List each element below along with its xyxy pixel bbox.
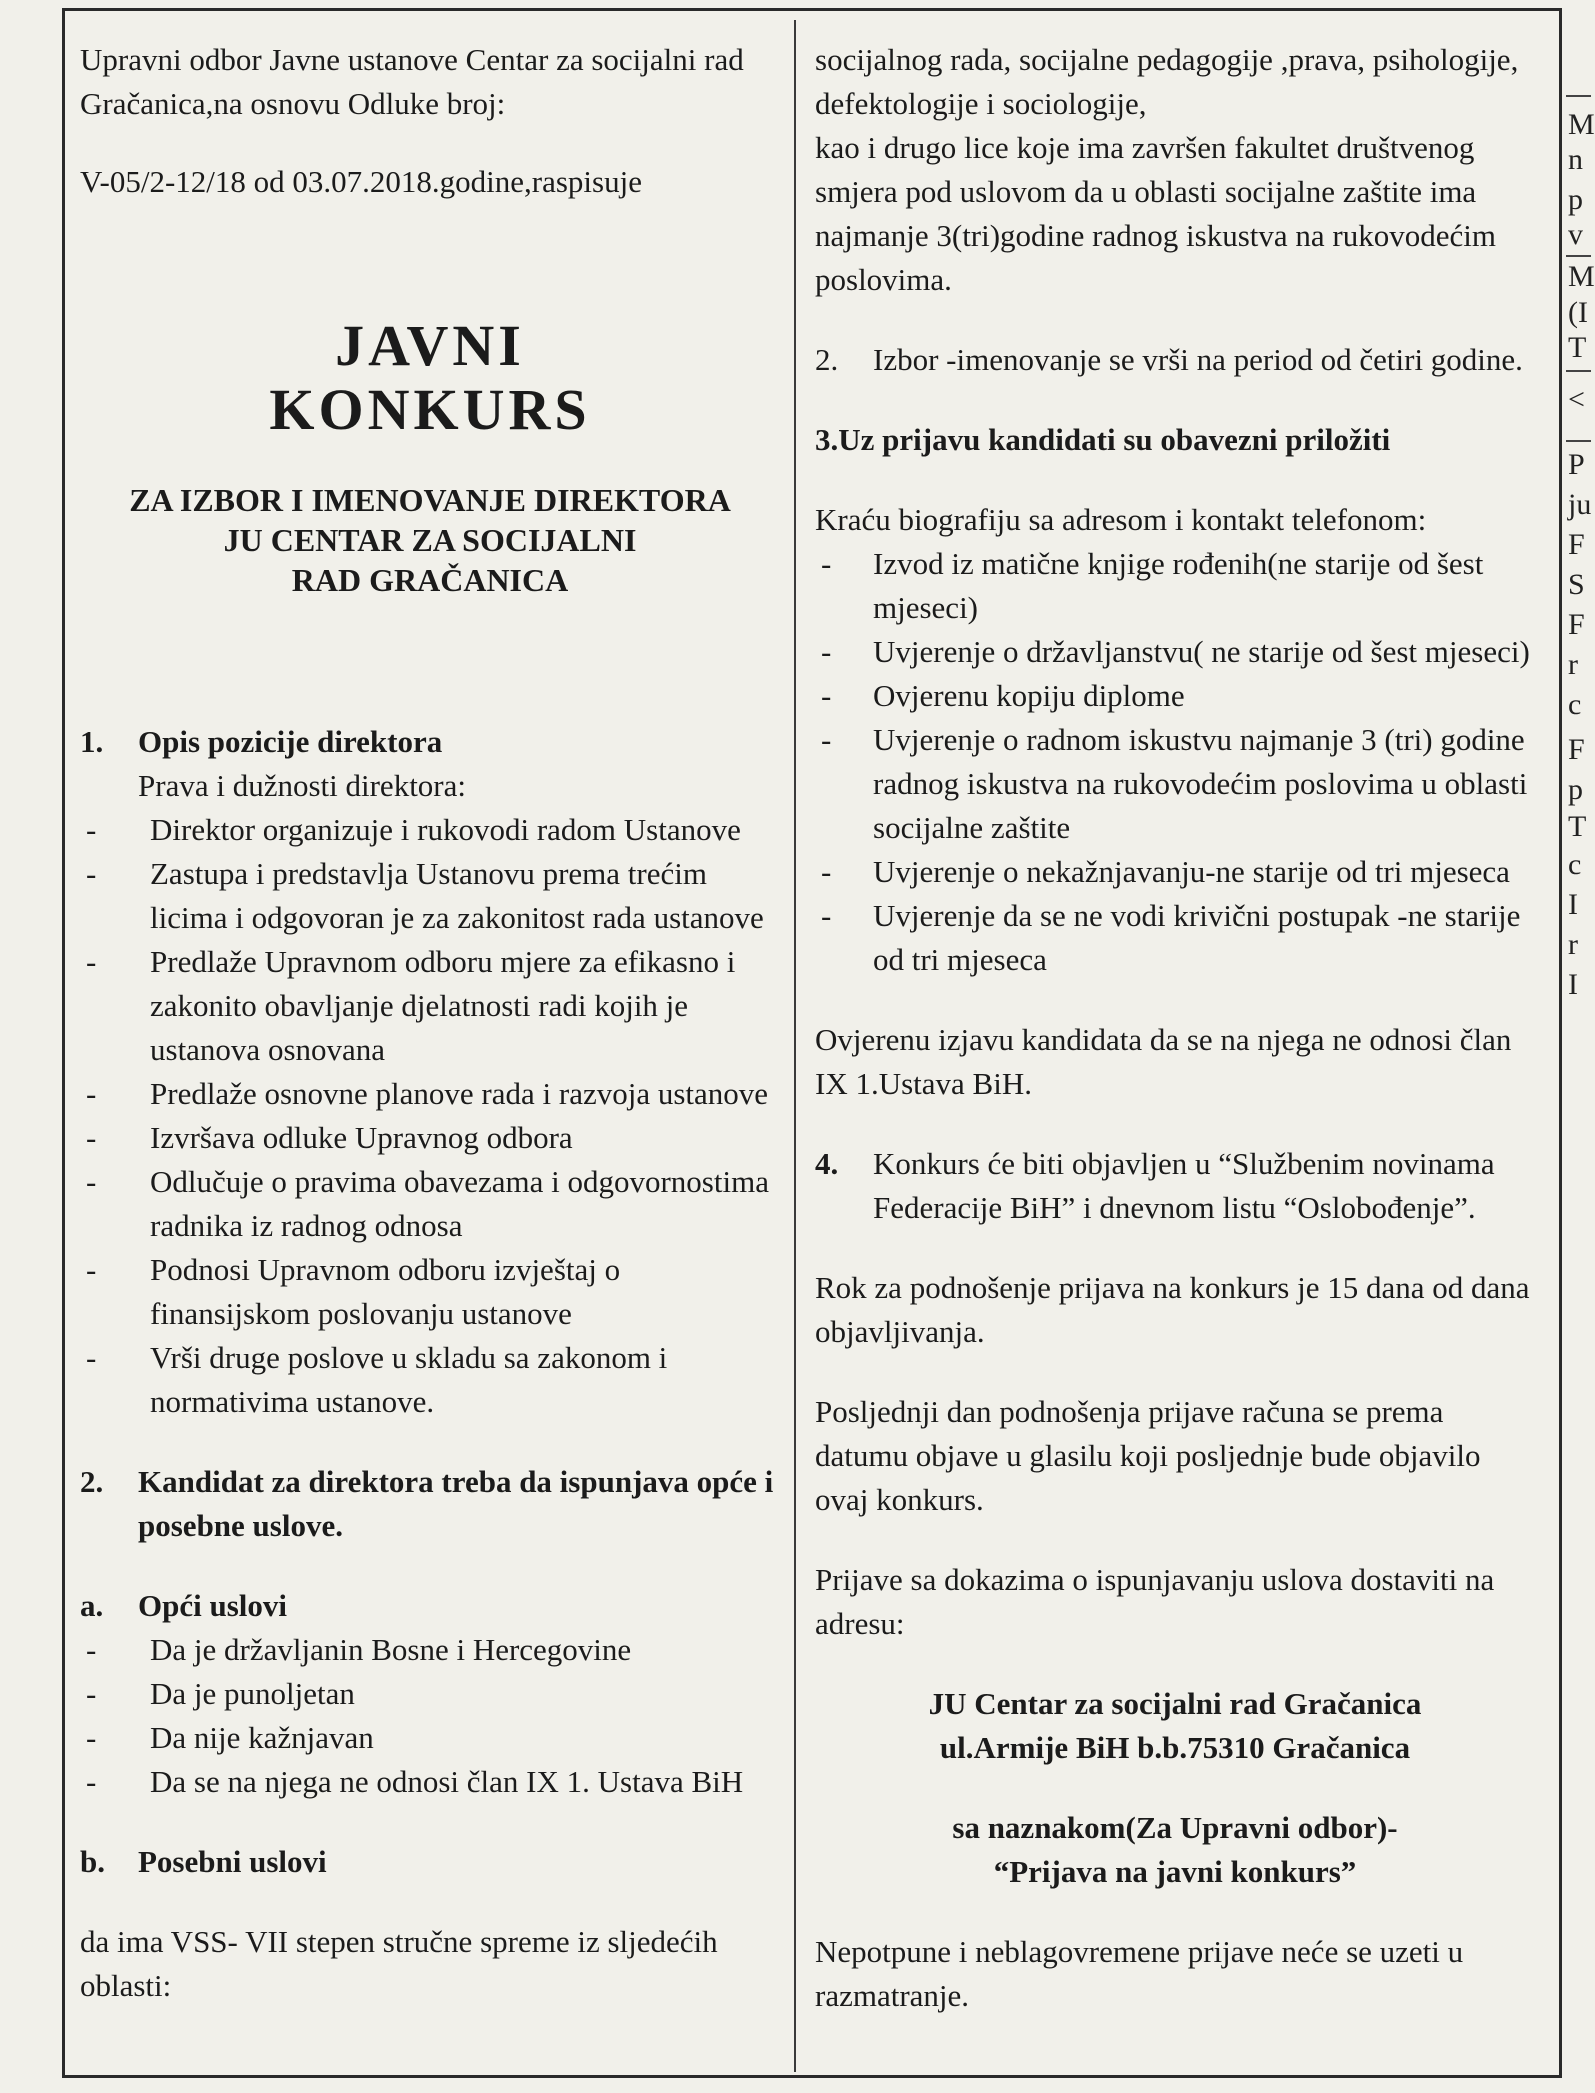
documents-intro: Kraću biografiju sa adresom i kontakt telefonom:	[815, 502, 1427, 537]
statement-requirement: Ovjerenu izjavu kandidata da se na njega ne odnosi član IX 1.Ustava BiH.	[815, 1022, 1512, 1101]
list-item: - Vrši druge poslove u skladu sa zakonom i normativima ustanove.	[80, 1336, 780, 1424]
edge-letter: c	[1568, 688, 1582, 721]
edge-rule	[1566, 440, 1591, 442]
edge-letter: T	[1568, 810, 1587, 843]
section-b-heading	[80, 1840, 780, 1884]
list-item: - Uvjerenje o nekažnjavanju-ne starije od tri mjeseca	[815, 850, 1535, 894]
edge-letter: I	[1568, 968, 1578, 1001]
edge-letter: p	[1568, 183, 1583, 216]
special-conditions-intro: da ima VSS- VII stepen stručne spreme iz sljedećih oblasti:	[80, 1924, 718, 2003]
section-b-letter: b.	[80, 1844, 105, 1879]
last-day-text: Posljednji dan podnošenja prijave računa se prema datumu objave u glasilu koji posljednje bude objavilo ovaj konkurs.	[815, 1394, 1481, 1517]
section-1-subtitle: Prava i dužnosti direktora:	[138, 768, 466, 803]
edge-letter: S	[1568, 568, 1585, 601]
list-item: - Izvod iz matične knjige rođenih(ne starije od šest mjeseci)	[815, 542, 1535, 630]
general-conditions-list	[80, 1628, 780, 1804]
list-item: - Da je državljanin Bosne i Hercegovine	[80, 1628, 780, 1672]
edge-letter: c	[1568, 848, 1582, 881]
edge-letter: p	[1568, 773, 1583, 806]
edge-letter: <	[1568, 383, 1585, 416]
edge-rule	[1566, 95, 1591, 97]
list-item: - Podnosi Upravnom odboru izvještaj o finansijskom poslovanju ustanove	[80, 1248, 780, 1336]
section-a-letter: a.	[80, 1588, 104, 1623]
edge-letter: ju	[1568, 488, 1592, 521]
section-2-title: Kandidat za direktora treba da ispunjava opće i posebne uslove.	[138, 1464, 774, 1543]
point-3-title: 3.Uz prijavu kandidati su obavezni priložiti	[815, 422, 1391, 457]
edge-rule	[1566, 255, 1591, 257]
intro-line-2: Gračanica,na osnovu Odluke broj:	[80, 86, 506, 121]
list-item: - Uvjerenje o radnom iskustvu najmanje 3 (tri) godine radnog iskustva na rukovodećim poslovima u oblasti socijalne zaštite	[815, 718, 1535, 850]
edge-letter: r	[1568, 648, 1578, 681]
edge-letter: F	[1568, 608, 1585, 641]
edge-letter: M	[1568, 260, 1595, 293]
subtitle-line-2: JU CENTAR ZA SOCIJALNI	[223, 522, 637, 558]
subtitle-line-1: ZA IZBOR I IMENOVANJE DIREKTORA	[129, 482, 731, 518]
submission-text: Prijave sa dokazima o ispunjavanju uslova dostaviti na adresu:	[815, 1562, 1495, 1641]
point-2-text: Izbor -imenovanje se vrši na period od četiri godine.	[873, 342, 1523, 377]
deadline-text: Rok za podnošenje prijava na konkurs je 15 dana od dana objavljivanja.	[815, 1270, 1530, 1349]
title-line-1: JAVNI	[335, 313, 525, 378]
address-line-1: JU Centar za socijalni rad Gračanica	[928, 1686, 1422, 1721]
section-1-heading	[80, 720, 780, 764]
section-b-title: Posebni uslovi	[138, 1844, 327, 1879]
continued-other: kao i drugo lice koje ima završen fakultet društvenog smjera pod uslovom da u oblasti socijalne zaštite ima najmanje 3(tri)godine radnog iskustva na rukovodećim poslovima.	[815, 130, 1496, 297]
edge-letter: I	[1568, 888, 1578, 921]
column-divider	[794, 20, 796, 2072]
edge-letter: T	[1568, 331, 1587, 364]
intro-line-1: Upravni odbor Javne ustanove Centar za socijalni rad	[80, 42, 744, 77]
list-item: - Da nije kažnjavan	[80, 1716, 780, 1760]
marking-block	[815, 1806, 1535, 1894]
final-note: Nepotpune i neblagovremene prijave neće se uzeti u razmatranje.	[815, 1934, 1464, 2013]
list-item: - Predlaže Upravnom odboru mjere za efikasno i zakonito obavljanje djelatnosti radi kojih je ustanova osnovana	[80, 940, 780, 1072]
right-column	[815, 38, 1535, 2018]
point-4	[815, 1142, 1535, 1230]
adjacent-column-fragment	[1566, 0, 1595, 2093]
list-item: - Odlučuje o pravima obavezama i odgovornostima radnika iz radnog odnosa	[80, 1160, 780, 1248]
edge-letter: M	[1568, 108, 1595, 141]
edge-letter: r	[1568, 928, 1578, 961]
section-1-number: 1.	[80, 724, 104, 759]
list-item: - Uvjerenje da se ne vodi krivični postupak -ne starije od tri mjeseca	[815, 894, 1535, 982]
address-line-2: ul.Armije BiH b.b.75310 Gračanica	[939, 1730, 1411, 1765]
marking-line-2: “Prijava na javni konkurs”	[993, 1854, 1357, 1889]
list-item: - Izvršava odluke Upravnog odbora	[80, 1116, 780, 1160]
documents-list	[815, 542, 1535, 982]
notice-title	[80, 314, 780, 442]
edge-rule	[1566, 370, 1591, 372]
point-4-number: 4.	[815, 1146, 839, 1181]
list-item: - Direktor organizuje i rukovodi radom Ustanove	[80, 808, 780, 852]
list-item: - Da je punoljetan	[80, 1672, 780, 1716]
section-a-title: Opći uslovi	[138, 1588, 288, 1623]
address-block	[815, 1682, 1535, 1770]
list-item: - Predlaže osnovne planove rada i razvoja ustanove	[80, 1072, 780, 1116]
subtitle-line-3: RAD GRAČANICA	[291, 562, 569, 598]
title-line-2: KONKURS	[269, 377, 591, 442]
decision-number: V-05/2-12/18 od 03.07.2018.godine,raspisuje	[80, 164, 642, 199]
continued-fields: socijalnog rada, socijalne pedagogije ,prava, psihologije, defektologije i sociologije,	[815, 42, 1519, 121]
point-2	[815, 338, 1535, 382]
section-a-heading	[80, 1584, 780, 1628]
section-2-heading	[80, 1460, 780, 1548]
section-1-title: Opis pozicije direktora	[138, 724, 443, 759]
list-item: - Ovjerenu kopiju diplome	[815, 674, 1535, 718]
edge-letter: P	[1568, 448, 1585, 481]
edge-letter: F	[1568, 733, 1585, 766]
left-column	[80, 38, 780, 2008]
marking-line-1: sa naznakom(Za Upravni odbor)-	[952, 1810, 1398, 1845]
list-item: - Zastupa i predstavlja Ustanovu prema trećim licima i odgovoran je za zakonitost rada ustanove	[80, 852, 780, 940]
point-4-text: Konkurs će biti objavljen u “Službenim novinama Federacije BiH” i dnevnom listu “Oslobođenje”.	[873, 1146, 1495, 1225]
list-item: - Da se na njega ne odnosi član IX 1. Ustava BiH	[80, 1760, 780, 1804]
edge-letter: F	[1568, 528, 1585, 561]
point-2-number: 2.	[815, 342, 839, 377]
edge-letter: n	[1568, 143, 1583, 176]
notice-subtitle	[80, 480, 780, 600]
section-2-number: 2.	[80, 1464, 104, 1499]
edge-letter: v	[1568, 218, 1583, 251]
duties-list	[80, 808, 780, 1424]
edge-letter: (I	[1568, 296, 1588, 329]
list-item: - Uvjerenje o državljanstvu( ne starije od šest mjeseci)	[815, 630, 1535, 674]
